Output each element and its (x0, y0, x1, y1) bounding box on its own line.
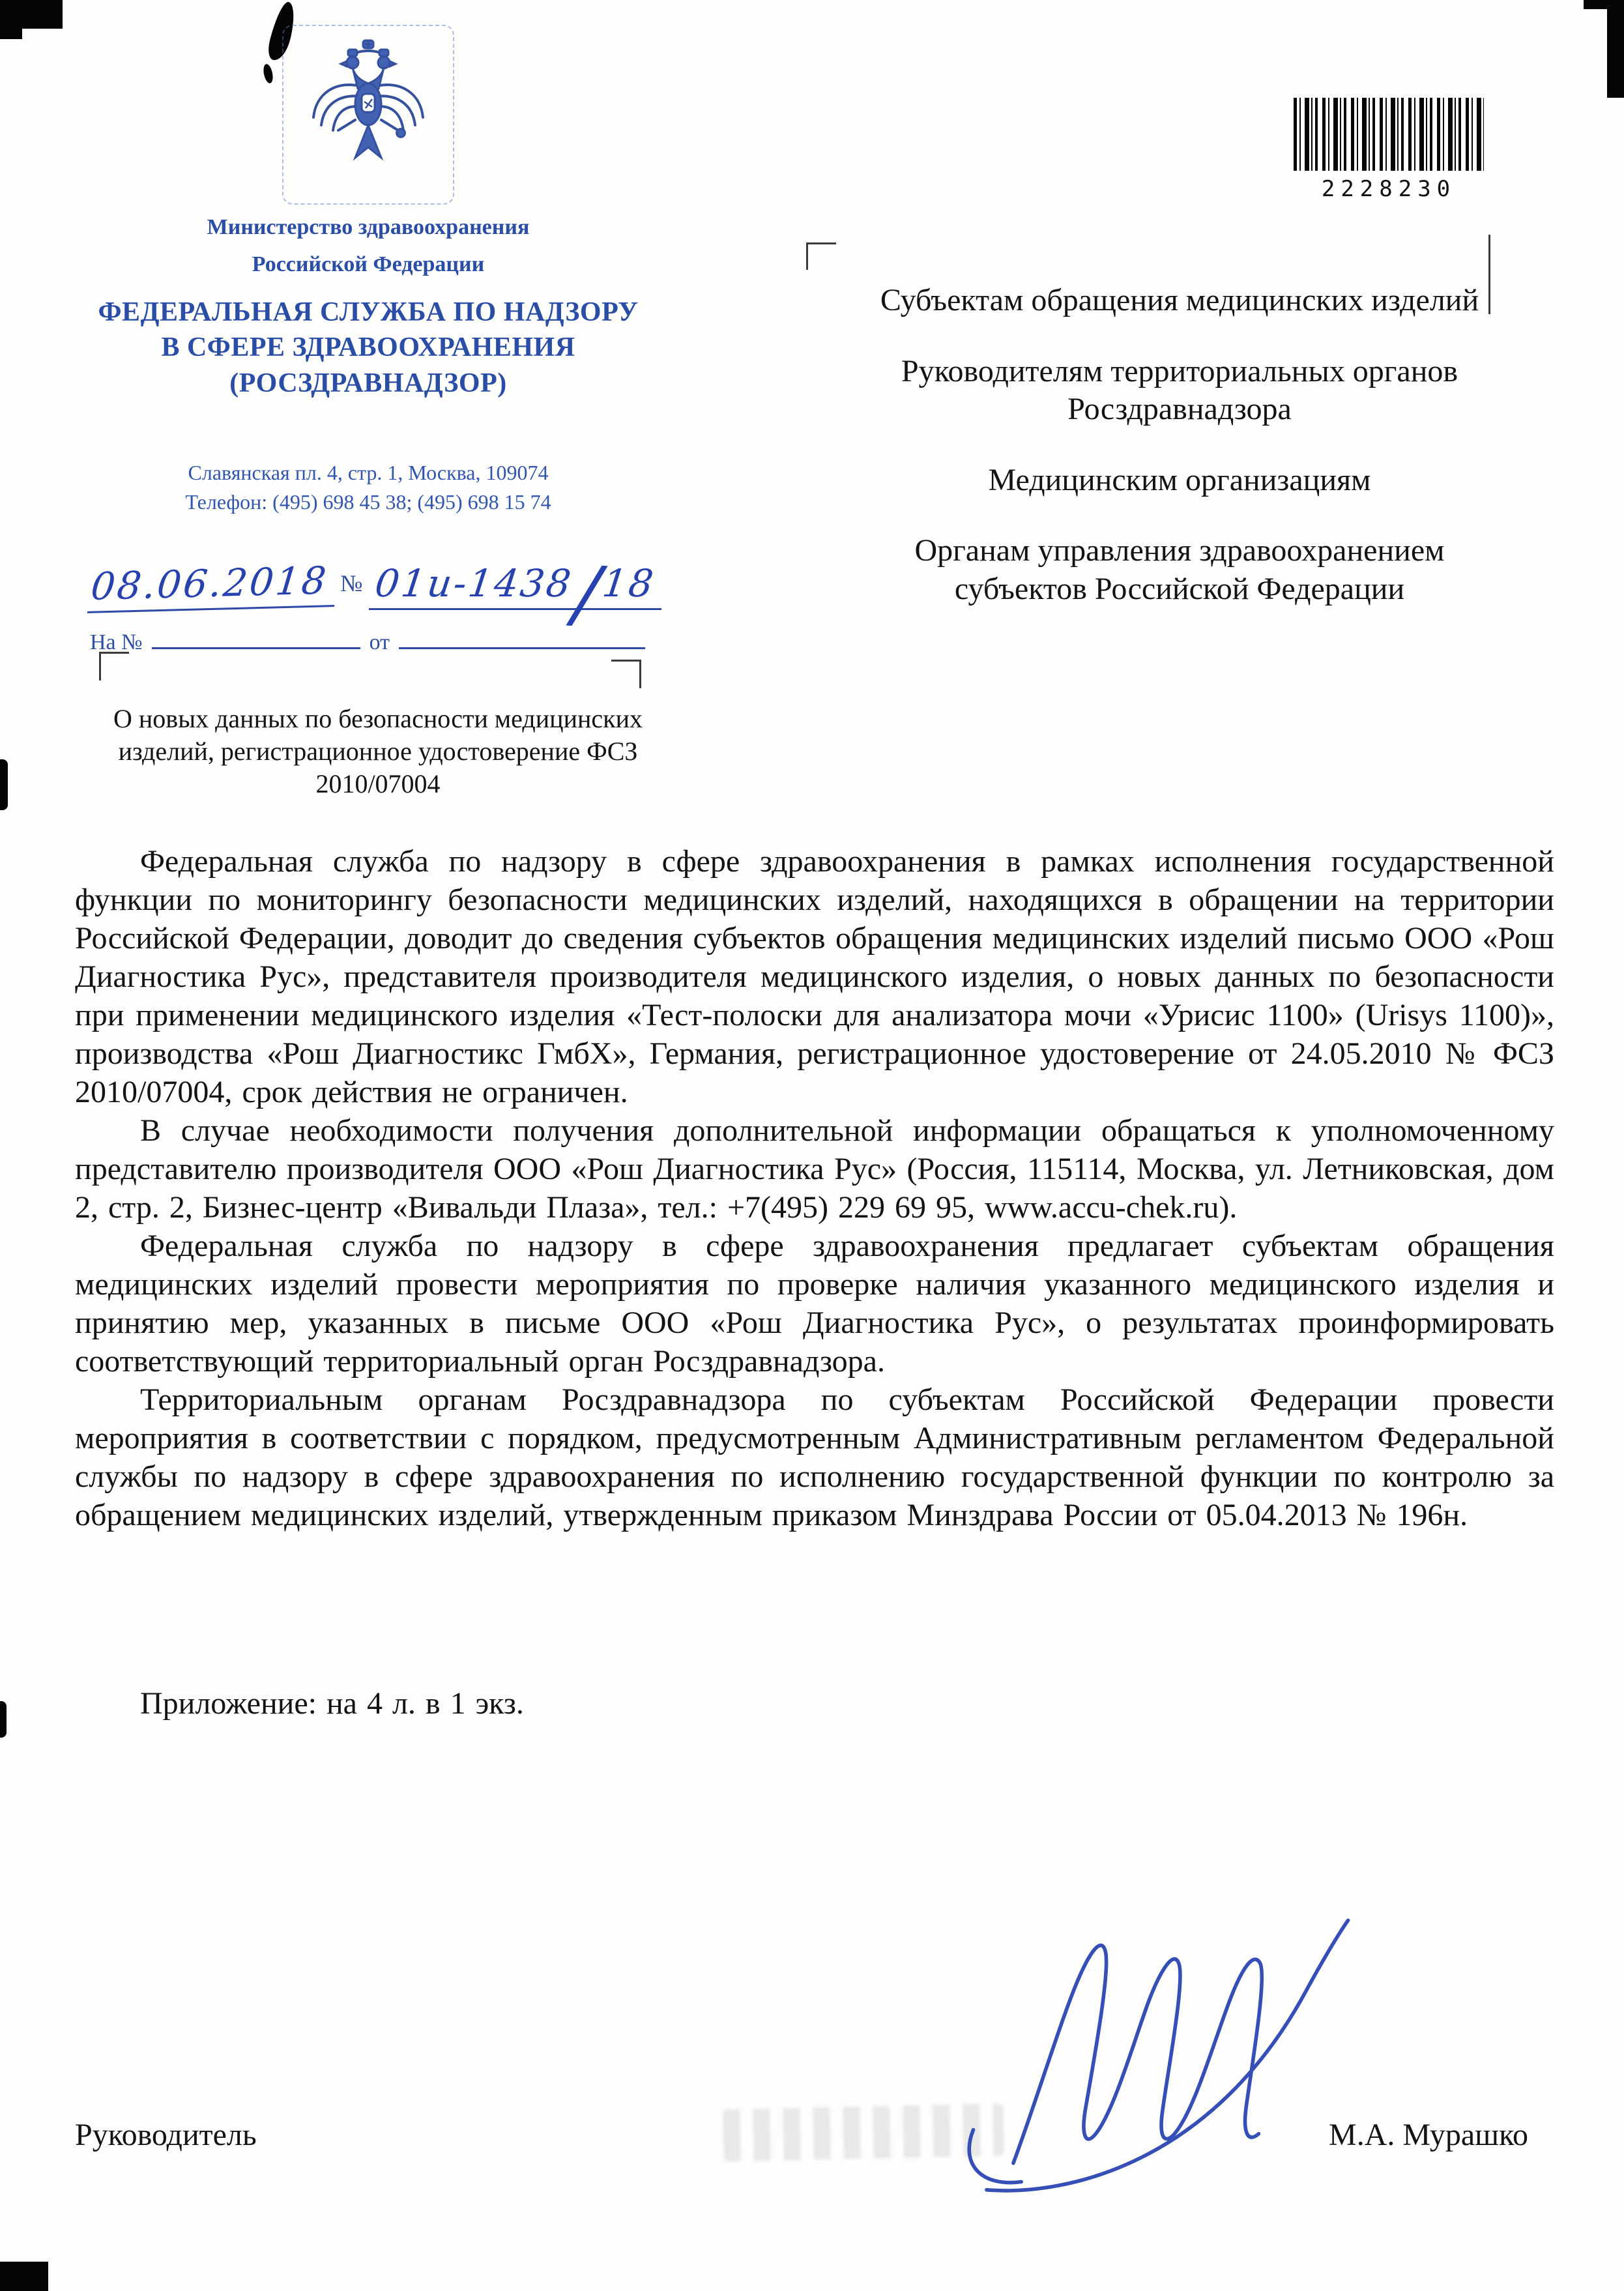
recipients-block (860, 282, 1499, 641)
outgoing-reference (72, 549, 665, 639)
ref-number-blank (152, 630, 360, 649)
number-sign: № (340, 570, 363, 597)
scan-artifact (0, 2262, 48, 2291)
signature-stroke (932, 1910, 1388, 2196)
coat-of-arms-icon (300, 36, 437, 193)
letter-body (75, 842, 1554, 1723)
handwritten-slash: / (571, 549, 605, 639)
barcode-number: 2228230 (1321, 176, 1457, 202)
letterhead (72, 25, 665, 655)
scan-artifact (1584, 0, 1624, 9)
scan-artifact (0, 29, 22, 39)
emblem-frame (282, 25, 454, 205)
body-paragraph: Федеральная служба по надзору в сфере здравоохранения предлагает субъектам обращения медицинских изделий провести мероприятия по проверке наличия указанного медицинского изделия и принятию мер, указанных в письме ООО «Рош Диагностика Рус», о результатах проинформировать соответствующий территориальный орган Росздравнадзора. (75, 1229, 1554, 1379)
recipient-item: Руководителям территориальных органов Росздравнадзора (901, 353, 1458, 427)
handwritten-number-suffix: 18 (600, 561, 658, 606)
service-name-line1: ФЕДЕРАЛЬНАЯ СЛУЖБА ПО НАДЗОРУ (98, 297, 639, 327)
barcode-bars-icon (1294, 98, 1484, 171)
corner-mark (611, 660, 641, 688)
scan-artifact (0, 1701, 7, 1738)
barcode (1294, 98, 1484, 202)
attachment-line: Приложение: на 4 л. в 1 экз. (140, 1686, 524, 1721)
address-line: Славянская пл. 4, стр. 1, Москва, 109074 (188, 461, 549, 485)
scan-artifact (0, 0, 63, 29)
ref-date-blank (399, 630, 645, 649)
handwritten-number: 01и-1438 (373, 561, 576, 606)
handwritten-date: 08.06.2018 (87, 559, 339, 614)
signature-row (75, 2117, 1554, 2153)
ref-date-label: от (369, 630, 390, 655)
signatory-name: М.А. Мурашко (1329, 2118, 1528, 2152)
scan-artifact (0, 759, 8, 810)
signatory-position: Руководитель (75, 2118, 257, 2152)
body-paragraph: Территориальным органам Росздравнадзора по субъектам Российской Федерации провести мероприятия в соответствии с порядком, предусмотренным Административным регламентом Федеральной службы по надзору в сфере здравоохранения по исполнению государственной функции по контролю за обращением медицинских изделий, утвержденным приказом Минздрава России от 05.04.2013 № 196н. (75, 1382, 1554, 1532)
corner-mark (99, 652, 129, 680)
service-name-line3: (РОСЗДРАВНАДЗОР) (229, 368, 507, 398)
recipient-item: Органам управления здравоохранением субъектов Российской Федерации (914, 533, 1445, 606)
ministry-name-line1: Министерство здравоохранения (207, 215, 530, 239)
recipient-item: Медицинским организациям (988, 462, 1371, 497)
subject-block: О новых данных по безопасности медицинских изделий, регистрационное удостоверение ФСЗ 2010/07004 (113, 704, 643, 798)
service-name-line2: В СФЕРЕ ЗДРАВООХРАНЕНИЯ (161, 332, 575, 363)
body-paragraph: Федеральная служба по надзору в сфере здравоохранения в рамках исполнения государственной функции по мониторингу безопасности медицинских изделий, находящихся в обращении на территории Российской Федерации, доводит до сведения субъектов обращения медицинских изделий письмо ООО «Рош Диагностика Рус», представителя производителя медицинского изделия, о новых данных по безопасности при применении медицинского изделия «Тест-полоски для анализатора мочи «Урисис 1100» (Urisys 1100)», производства «Рош Диагностикс ГмбХ», Германия, регистрационное удостоверение от 24.05.2010 № ФСЗ 2010/07004, срок действия не ограничен. (75, 844, 1554, 1109)
phone-line: Телефон: (495) 698 45 38; (495) 698 15 74 (185, 490, 551, 514)
ref-number-label: На № (90, 630, 143, 655)
corner-mark (806, 242, 836, 270)
body-paragraph: В случае необходимости получения дополнительной информации обращаться к уполномоченному представителю производителя ООО «Рош Диагностика Рус» (Россия, 115114, Москва, ул. Летниковская, дом 2, стр. 2, Бизнес-центр «Вивальди Плаза», тел.: +7(495) 229 69 95, www.accu-chek.ru). (75, 1113, 1554, 1225)
recipient-item: Субъектам обращения медицинских изделий (880, 283, 1479, 317)
ministry-name-line2: Российской Федерации (252, 252, 485, 276)
scan-artifact (1607, 0, 1624, 98)
